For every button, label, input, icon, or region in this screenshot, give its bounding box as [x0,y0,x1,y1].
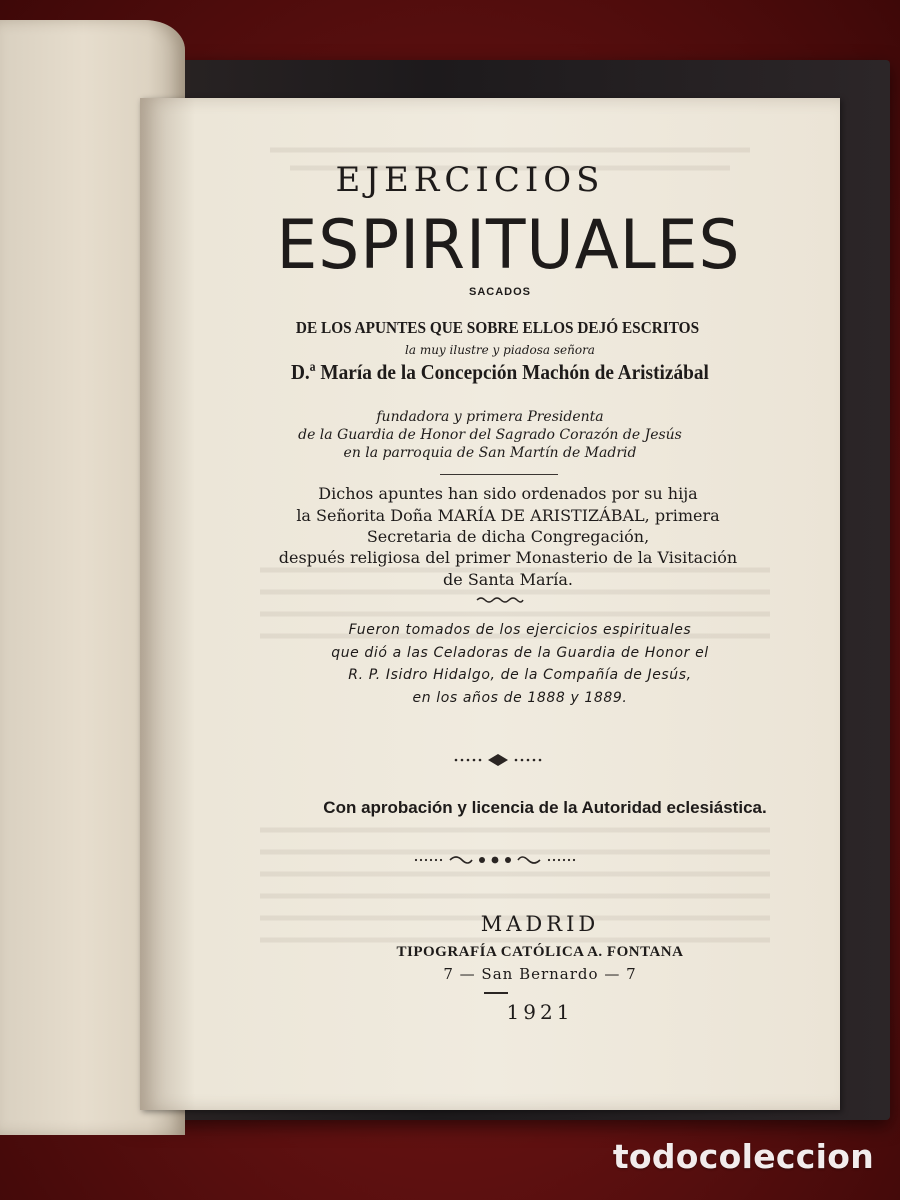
subtitle-apuntes: DE LOS APUNTES QUE SOBRE ELLOS DEJÓ ESCRITOS [295,318,700,337]
editor-note-line: la Señorita Doña MARÍA DE ARISTIZÁBAL, primera [296,506,720,525]
imprint-printer: TIPOGRAFÍA CATÓLICA A. FONTANA [396,944,684,960]
imprint-year: 1921 [506,1000,574,1024]
source-note-line: en los años de 1888 y 1889. [412,690,628,706]
imprint-city: MADRID [480,912,600,936]
divider-rule [440,474,558,475]
approval-note: Con aprobación y licencia de la Autoridad eclesiástica. [323,798,767,817]
source-note-line: R. P. Isidro Hidalgo, de la Compañía de Jesús, [348,667,692,683]
imprint-address: 7 — San Bernardo — 7 [443,965,637,983]
source-note-line: Fueron tomados de los ejercicios espirituales [348,622,692,638]
editor-note-line: Secretaria de dicha Congregación, [366,527,650,546]
author-role-line: de la Guardia de Honor del Sagrado Corazón de Jesús [298,427,682,443]
wave-ornament [475,595,525,605]
author-role-line: fundadora y primera Presidenta [376,409,604,425]
editor-note-line: después religiosa del primer Monasterio de la Visitación [278,548,738,567]
editor-note-line: Dichos apuntes han sido ordenados por su hija [318,484,698,503]
title-espirituales: ESPIRITUALES [276,206,741,285]
fleuron-ornament [450,752,550,768]
title-ejercicios: EJERCICIOS [335,160,605,200]
author-name: D.ª María de la Concepción Machón de Aristizábal [290,360,709,384]
fleuron-ornament [410,852,580,868]
watermark-logo: todocoleccion [612,1137,874,1176]
subtitle-senora: la muy ilustre y piadosa señora [405,343,595,357]
subtitle-sacados: SACADOS [468,286,531,298]
source-note-line: que dió a las Celadoras de la Guardia de Honor el [331,645,709,661]
divider-rule [484,992,508,994]
editor-note-line: de Santa María. [443,570,573,589]
author-role-line: en la parroquia de San Martín de Madrid [343,445,637,461]
